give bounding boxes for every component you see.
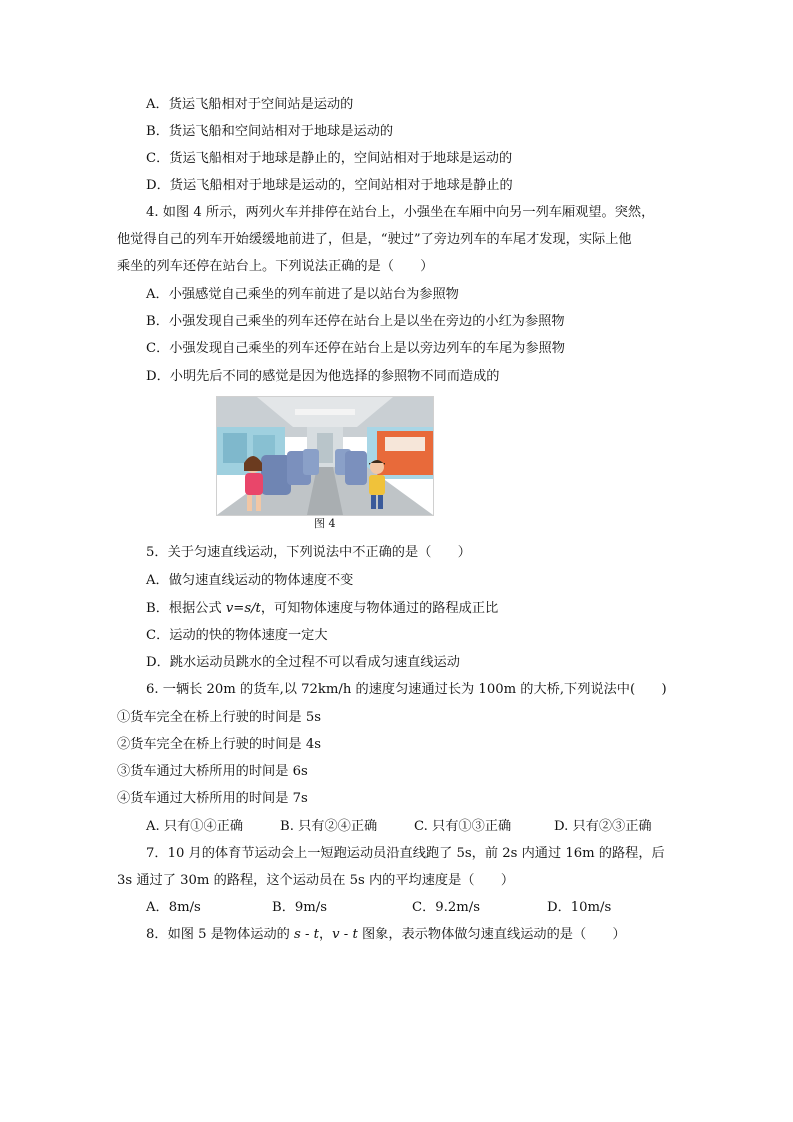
- q4-option-c: C．小强发现自己乘坐的列车还停在站台上是以旁边列车的车尾为参照物: [146, 341, 565, 356]
- q7-stem-line2: 3s 通过了 30m 的路程，这个运动员在 5s 内的平均速度是（ ）: [117, 873, 515, 888]
- q3-option-b: B．货运飞船和空间站相对于地球是运动的: [146, 124, 394, 139]
- q4-option-a: A．小强感觉自己乘坐的列车前进了是以站台为参照物: [146, 287, 459, 302]
- q5-option-a: A．做匀速直线运动的物体速度不变: [146, 573, 354, 588]
- q8-stem-prefix: 8．如图 5 是物体运动的: [146, 927, 295, 942]
- q6-option-d: D. 只有②③正确: [554, 819, 652, 834]
- q3-option-d: D．货运飞船相对于地球是运动的，空间站相对于地球是静止的: [146, 178, 513, 193]
- q6-statement-1: ①货车完全在桥上行驶的时间是 5s: [117, 710, 321, 725]
- q8-graph-vt: v - t: [332, 927, 358, 942]
- q8-stem-suffix: 图象，表示物体做匀速直线运动的是（ ）: [357, 927, 626, 942]
- q8-graph-st: s - t: [294, 927, 319, 942]
- q7-option-c: C．9.2m/s: [412, 900, 480, 915]
- q5-option-c: C．运动的快的物体速度一定大: [146, 628, 328, 643]
- q6-statement-2: ②货车完全在桥上行驶的时间是 4s: [117, 737, 321, 752]
- q8-separator: ，: [318, 927, 333, 942]
- q5-option-d: D．跳水运动员跳水的全过程不可以看成匀速直线运动: [146, 655, 460, 670]
- q6-stem: 6. 一辆长 20m 的货车,以 72km/h 的速度匀速通过长为 100m 的大桥,下列说法中( ): [146, 682, 667, 697]
- q6-statement-3: ③货车通过大桥所用的时间是 6s: [117, 764, 308, 779]
- train-interior-drawing: [217, 397, 433, 515]
- train-interior-illustration: [216, 396, 434, 516]
- q5-option-b-suffix: ，可知物体速度与物体通过的路程成正比: [260, 601, 499, 616]
- q7-option-b: B．9m/s: [272, 900, 327, 915]
- q7-option-d: D．10m/s: [547, 900, 612, 915]
- q4-stem-line1: 4. 如图 4 所示，两列火车并排停在站台上，小强坐在车厢中向另一列车厢观望。突然，: [146, 205, 655, 220]
- q8-stem: [146, 926, 626, 944]
- q5-option-b: [146, 600, 498, 618]
- q4-stem-line2: 他觉得自己的列车开始缓缓地前进了，但是，“驶过”了旁边列车的车尾才发现，实际上他: [117, 232, 632, 247]
- q4-stem-line3: 乘坐的列车还停在站台上。下列说法正确的是（ ）: [117, 259, 434, 274]
- q3-option-a: A．货运飞船相对于空间站是运动的: [146, 97, 354, 112]
- q6-option-c: C. 只有①③正确: [414, 819, 512, 834]
- q3-option-c: C．货运飞船相对于地球是静止的，空间站相对于地球是运动的: [146, 151, 513, 166]
- q6-option-b: B. 只有②④正确: [280, 819, 378, 834]
- q5-option-b-formula: v=s/t: [225, 601, 261, 616]
- q5-stem: 5．关于匀速直线运动，下列说法中不正确的是（ ）: [146, 545, 471, 560]
- q7-option-a: A．8m/s: [146, 900, 201, 915]
- q4-option-b: B．小强发现自己乘坐的列车还停在站台上是以坐在旁边的小红为参照物: [146, 314, 565, 329]
- q6-option-a: A. 只有①④正确: [146, 819, 244, 834]
- q6-statement-4: ④货车通过大桥所用的时间是 7s: [117, 791, 308, 806]
- q4-option-d: D．小明先后不同的感觉是因为他选择的参照物不同而造成的: [146, 369, 500, 384]
- q5-option-b-prefix: B．根据公式: [146, 601, 226, 616]
- figure-4-caption: 图 4: [314, 517, 336, 530]
- q7-stem-line1: 7．10 月的体育节运动会上一短跑运动员沿直线跑了 5s，前 2s 内通过 16m 的路程，后: [146, 846, 665, 861]
